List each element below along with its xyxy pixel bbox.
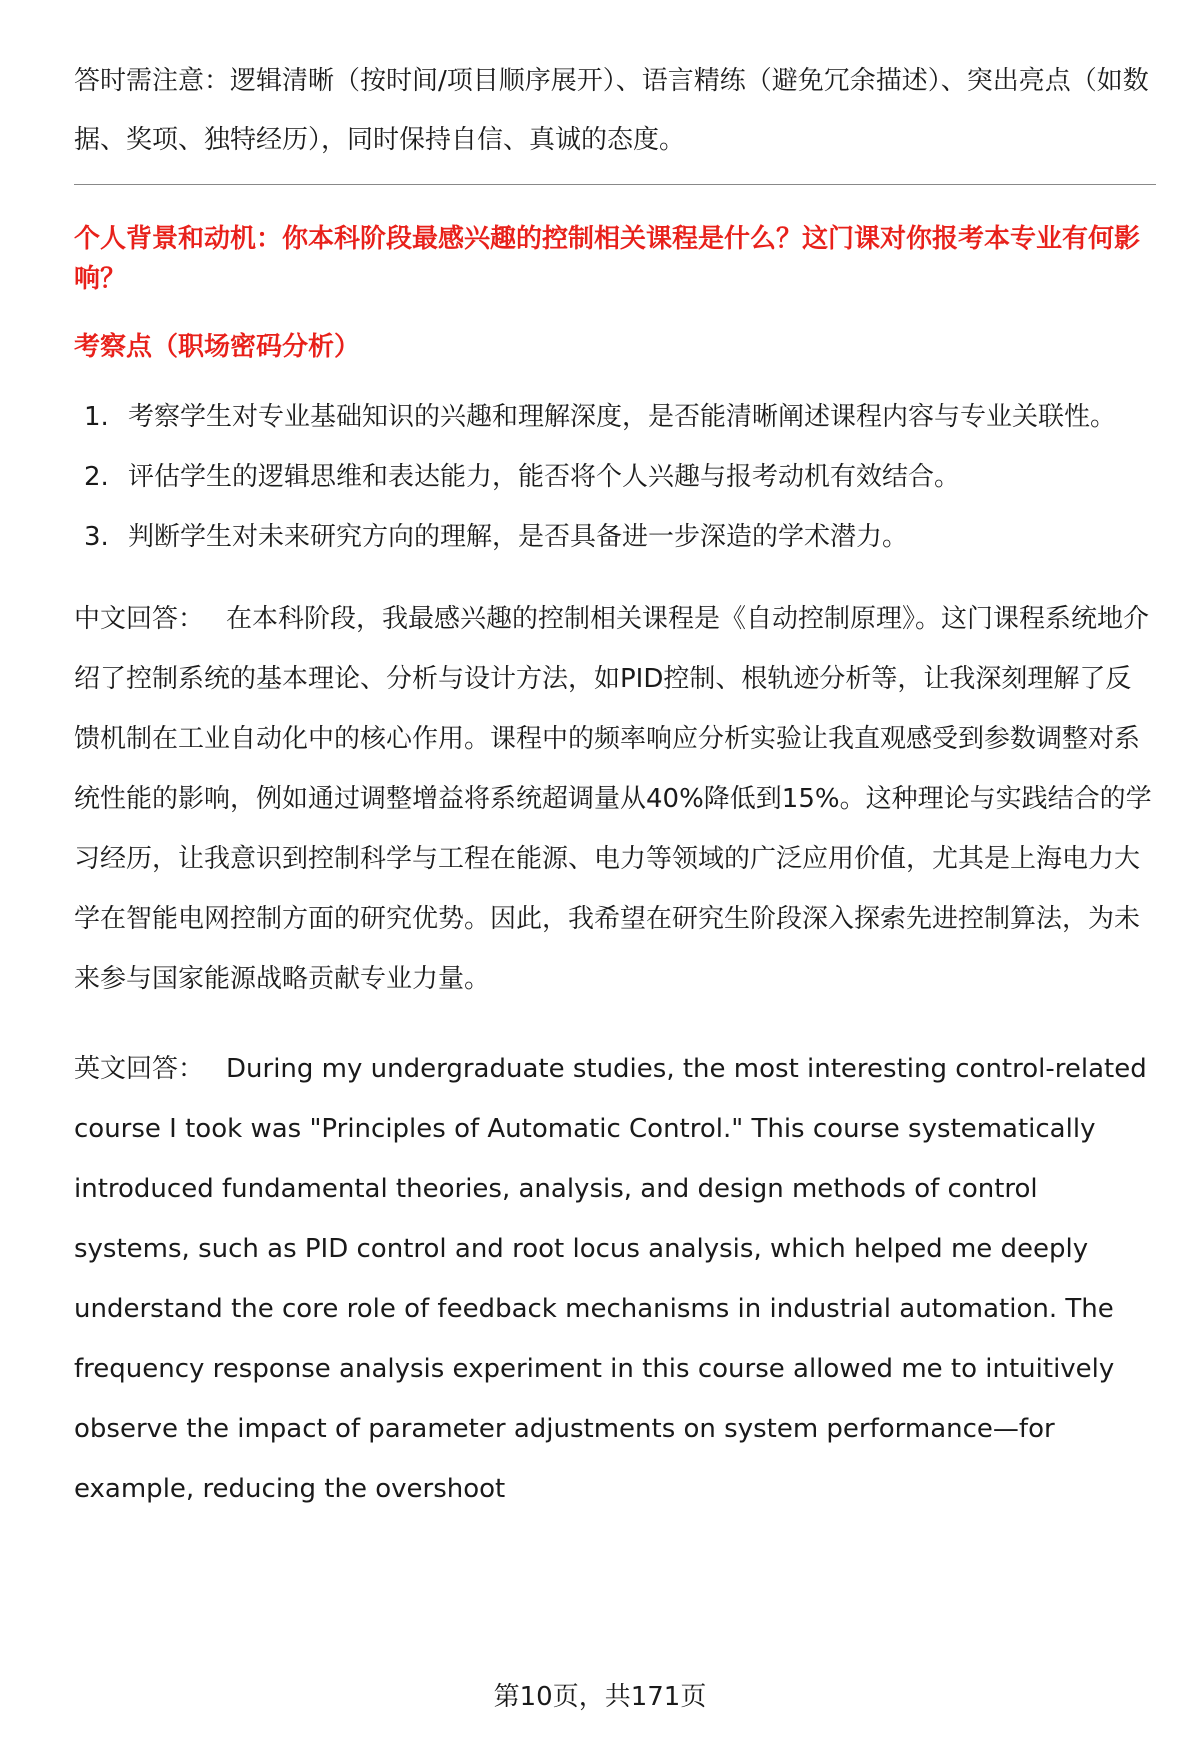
chinese-answer-label: 中文回答： [74,604,205,634]
point-text: 判断学生对未来研究方向的理解，是否具备进一步深造的学术潜力。 [128,522,909,552]
analysis-heading: 考察点（职场密码分析） [74,332,361,362]
analysis-points-list [74,387,1156,567]
chinese-answer-text: 在本科阶段，我最感兴趣的控制相关课程是《自动控制原理》。这门课程系统地介绍了控制系统的基本理论、分析与设计方法，如PID控制、根轨迹分析等，让我深刻理解了反馈机制在工业自动化中的核心作用。课程中的频率响应分析实验让我直观感受到参数调整对系统性能的影响，例如通过调整增益将系统超调量从40%降低到15%。这种理论与实践结合的学习经历，让我意识到控制科学与工程在能源、电力等领域的广泛应用价值，尤其是上海电力大学在智能电网控制方面的研究优势。因此，我希望在研究生阶段深入探索先进控制算法，为未来参与国家能源战略贡献专业力量。 [74,604,1152,994]
document-page [74,52,1156,1519]
point-number: 3. [84,522,109,552]
section-divider [74,184,1156,185]
english-answer-text: During my undergraduate studies, the most interesting control-related course I took was "Principles of Automatic Control." This course systematically introduced fundamental theories, analysis, and design methods of control systems, such as PID control and root locus analysis, which helped me deeply understand the core role of feedback mechanisms in industrial automation. The frequency response analysis experiment in this course allowed me to intuitively observe the impact of parameter adjustments on system performance—for example, reducing the overshoot [74,1054,1147,1504]
english-answer-label: 英文回答： [74,1054,205,1084]
analysis-point [74,507,1156,567]
intro-paragraph: 答时需注意：逻辑清晰（按时间/项目顺序展开）、语言精练（避免冗余描述）、突出亮点（如数据、奖项、独特经历），同时保持自信、真诚的态度。 [74,66,1149,155]
point-text: 考察学生对专业基础知识的兴趣和理解深度，是否能清晰阐述课程内容与专业关联性。 [128,402,1117,432]
page-number-footer: 第10页，共171页 [493,1682,707,1712]
point-number: 1. [84,402,109,432]
analysis-point [74,447,1156,507]
analysis-point [74,387,1156,447]
question-heading: 个人背景和动机：你本科阶段最感兴趣的控制相关课程是什么？这门课对你报考本专业有何影响？ [74,224,1141,294]
point-text: 评估学生的逻辑思维和表达能力，能否将个人兴趣与报考动机有效结合。 [128,462,961,492]
english-answer [74,1039,1156,1519]
chinese-answer [74,589,1156,1009]
point-number: 2. [84,462,109,492]
